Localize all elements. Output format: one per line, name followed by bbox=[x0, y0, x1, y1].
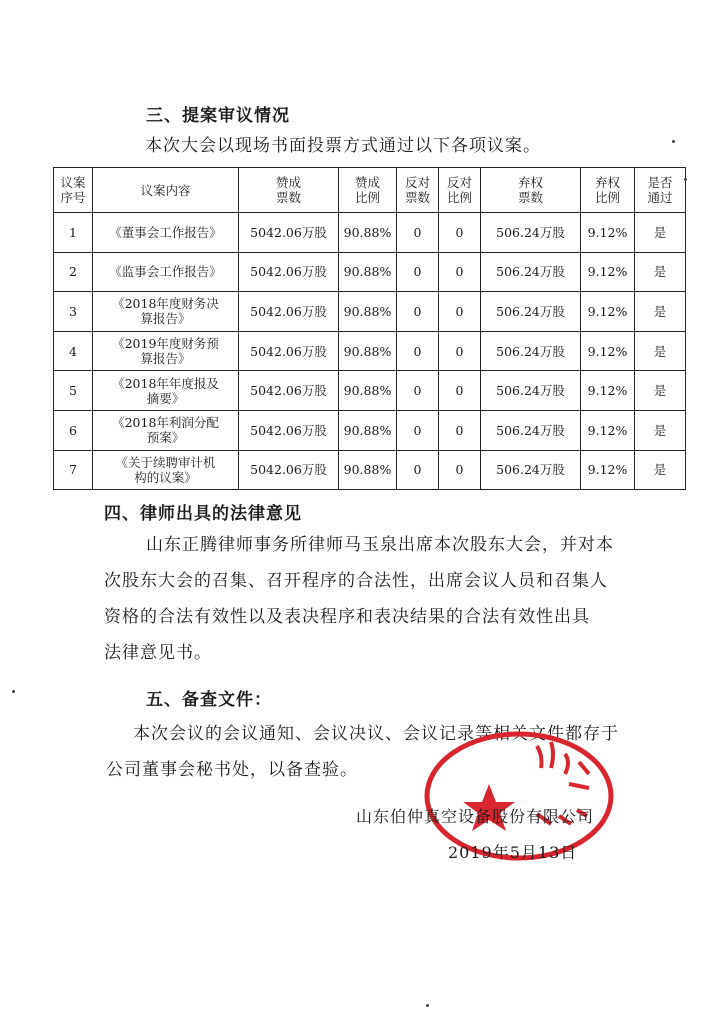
cell-abstain-votes: 506.24万股 bbox=[481, 371, 581, 411]
cell-abstain-votes: 506.24万股 bbox=[481, 331, 581, 371]
header-text: 弃权 bbox=[594, 175, 620, 190]
proposal-title-line: 算报告》 bbox=[140, 351, 191, 367]
table-row bbox=[54, 410, 686, 450]
cell-abstain-ratio: 9.12% bbox=[581, 331, 635, 371]
proposal-title-line: 构的议案》 bbox=[134, 469, 197, 485]
table-header-cell bbox=[339, 168, 397, 213]
cell-against-votes: 0 bbox=[397, 450, 439, 490]
cell-no: 1 bbox=[54, 213, 93, 253]
cell-for-votes: 5042.06万股 bbox=[239, 331, 339, 371]
cell-for-ratio: 90.88% bbox=[339, 371, 397, 411]
cell-for-ratio: 90.88% bbox=[339, 450, 397, 490]
cell-against-votes: 0 bbox=[397, 213, 439, 253]
proposal-title-line: 算报告》 bbox=[140, 311, 191, 327]
cell-passed: 是 bbox=[635, 371, 686, 411]
cell-against-votes: 0 bbox=[397, 410, 439, 450]
cell-passed: 是 bbox=[635, 331, 686, 371]
paragraph-line: 山东正腾律师事务所律师马玉泉出席本次股东大会，并对本 bbox=[146, 535, 614, 555]
cell-for-ratio: 90.88% bbox=[339, 410, 397, 450]
header-text: 议案内容 bbox=[140, 182, 191, 198]
cell-passed: 是 bbox=[635, 450, 686, 490]
cell-abstain-ratio: 9.12% bbox=[581, 371, 635, 411]
table-header-cell bbox=[635, 168, 686, 213]
section3-intro: 本次大会以现场书面投票方式通过以下各项议案。 bbox=[145, 136, 541, 156]
paragraph-line: 次股东大会的召集、召开程序的合法性，出席会议人员和召集人 bbox=[104, 571, 608, 591]
cell-abstain-ratio: 9.12% bbox=[581, 252, 635, 292]
cell-against-votes: 0 bbox=[397, 371, 439, 411]
cell-for-votes: 5042.06万股 bbox=[239, 292, 339, 332]
proposal-title-line: 《2018年度财务决 bbox=[112, 296, 219, 312]
cell-for-ratio: 90.88% bbox=[339, 331, 397, 371]
proposal-title-line: 《关于续聘审计机 bbox=[115, 454, 216, 470]
header-text: 是否 bbox=[647, 175, 673, 190]
scan-speck bbox=[12, 690, 15, 693]
cell-against-votes: 0 bbox=[397, 292, 439, 332]
cell-for-votes: 5042.06万股 bbox=[239, 213, 339, 253]
proposal-title-line: 《2018年利润分配 bbox=[112, 415, 219, 431]
cell-no: 3 bbox=[54, 292, 93, 332]
cell-content bbox=[93, 292, 239, 332]
table-header-cell bbox=[481, 168, 581, 213]
paragraph-line: 公司董事会秘书处，以备查验。 bbox=[106, 760, 358, 780]
cell-against-votes: 0 bbox=[397, 252, 439, 292]
cell-for-ratio: 90.88% bbox=[339, 213, 397, 253]
table-header-cell bbox=[93, 168, 239, 213]
cell-passed: 是 bbox=[635, 213, 686, 253]
cell-no: 5 bbox=[54, 371, 93, 411]
cell-abstain-votes: 506.24万股 bbox=[481, 292, 581, 332]
signature-company: 山东伯仲真空设备股份有限公司 bbox=[356, 807, 595, 826]
cell-for-ratio: 90.88% bbox=[339, 292, 397, 332]
cell-against-ratio: 0 bbox=[439, 292, 481, 332]
cell-abstain-ratio: 9.12% bbox=[581, 450, 635, 490]
proposal-title-line: 《监事会工作报告》 bbox=[109, 264, 222, 280]
cell-against-ratio: 0 bbox=[439, 450, 481, 490]
cell-no: 2 bbox=[54, 252, 93, 292]
cell-against-ratio: 0 bbox=[439, 331, 481, 371]
table-header-cell bbox=[439, 168, 481, 213]
cell-content bbox=[93, 213, 239, 253]
section4-heading: 四、律师出具的法律意见 bbox=[104, 504, 302, 524]
section5-heading: 五、备查文件： bbox=[146, 690, 272, 710]
paragraph-line: 法律意见书。 bbox=[104, 643, 212, 663]
cell-content bbox=[93, 331, 239, 371]
header-text: 比例 bbox=[354, 190, 380, 205]
cell-abstain-votes: 506.24万股 bbox=[481, 252, 581, 292]
header-text: 弃权 bbox=[517, 175, 543, 190]
cell-against-votes: 0 bbox=[397, 331, 439, 371]
cell-content bbox=[93, 252, 239, 292]
table-header-cell bbox=[54, 168, 93, 213]
cell-abstain-votes: 506.24万股 bbox=[481, 410, 581, 450]
signature-date: 2019年5月13日 bbox=[448, 843, 578, 862]
cell-passed: 是 bbox=[635, 252, 686, 292]
proposal-title-line: 《2018年年度报及 bbox=[112, 375, 219, 391]
cell-abstain-ratio: 9.12% bbox=[581, 292, 635, 332]
cell-against-ratio: 0 bbox=[439, 410, 481, 450]
header-text: 票数 bbox=[517, 190, 543, 205]
cell-abstain-ratio: 9.12% bbox=[581, 410, 635, 450]
table-header-row bbox=[54, 168, 686, 213]
cell-for-ratio: 90.88% bbox=[339, 252, 397, 292]
cell-content bbox=[93, 371, 239, 411]
header-text: 比例 bbox=[446, 190, 472, 205]
table-row bbox=[54, 213, 686, 253]
table-header-cell bbox=[581, 168, 635, 213]
header-text: 赞成 bbox=[354, 175, 380, 190]
scan-speck bbox=[426, 1004, 429, 1007]
header-text: 反对 bbox=[446, 175, 472, 190]
table-row bbox=[54, 252, 686, 292]
paragraph-line: 资格的合法有效性以及表决程序和表决结果的合法有效性出具 bbox=[104, 607, 590, 627]
cell-passed: 是 bbox=[635, 410, 686, 450]
proposal-title-line: 预案》 bbox=[146, 430, 185, 446]
cell-for-votes: 5042.06万股 bbox=[239, 252, 339, 292]
header-text: 比例 bbox=[594, 190, 620, 205]
header-text: 反对 bbox=[404, 175, 430, 190]
scan-speck bbox=[672, 140, 675, 143]
header-text: 议案 bbox=[60, 175, 86, 190]
scan-speck bbox=[684, 178, 687, 181]
table-row bbox=[54, 292, 686, 332]
table-header-cell bbox=[397, 168, 439, 213]
header-text: 票数 bbox=[275, 190, 301, 205]
cell-for-votes: 5042.06万股 bbox=[239, 410, 339, 450]
cell-content bbox=[93, 410, 239, 450]
cell-abstain-votes: 506.24万股 bbox=[481, 450, 581, 490]
table-body bbox=[54, 213, 686, 490]
cell-against-ratio: 0 bbox=[439, 252, 481, 292]
cell-against-ratio: 0 bbox=[439, 371, 481, 411]
voting-results-table bbox=[53, 167, 686, 490]
cell-for-votes: 5042.06万股 bbox=[239, 371, 339, 411]
table-row bbox=[54, 371, 686, 411]
header-text: 序号 bbox=[60, 190, 86, 205]
proposal-title-line: 《2019年度财务预 bbox=[112, 336, 219, 352]
table-row bbox=[54, 331, 686, 371]
cell-against-ratio: 0 bbox=[439, 213, 481, 253]
cell-passed: 是 bbox=[635, 292, 686, 332]
cell-no: 7 bbox=[54, 450, 93, 490]
header-text: 通过 bbox=[647, 190, 673, 205]
cell-no: 6 bbox=[54, 410, 93, 450]
header-text: 票数 bbox=[404, 190, 430, 205]
proposal-title-line: 摘要》 bbox=[146, 390, 185, 406]
cell-abstain-ratio: 9.12% bbox=[581, 213, 635, 253]
table-row bbox=[54, 450, 686, 490]
cell-no: 4 bbox=[54, 331, 93, 371]
cell-for-votes: 5042.06万股 bbox=[239, 450, 339, 490]
cell-abstain-votes: 506.24万股 bbox=[481, 213, 581, 253]
cell-content bbox=[93, 450, 239, 490]
proposal-title-line: 《董事会工作报告》 bbox=[109, 224, 222, 240]
table-header-cell bbox=[239, 168, 339, 213]
header-text: 赞成 bbox=[275, 175, 301, 190]
section3-heading: 三、提案审议情况 bbox=[146, 106, 290, 126]
paragraph-line: 本次会议的会议通知、会议决议、会议记录等相关文件都存于 bbox=[133, 724, 619, 744]
